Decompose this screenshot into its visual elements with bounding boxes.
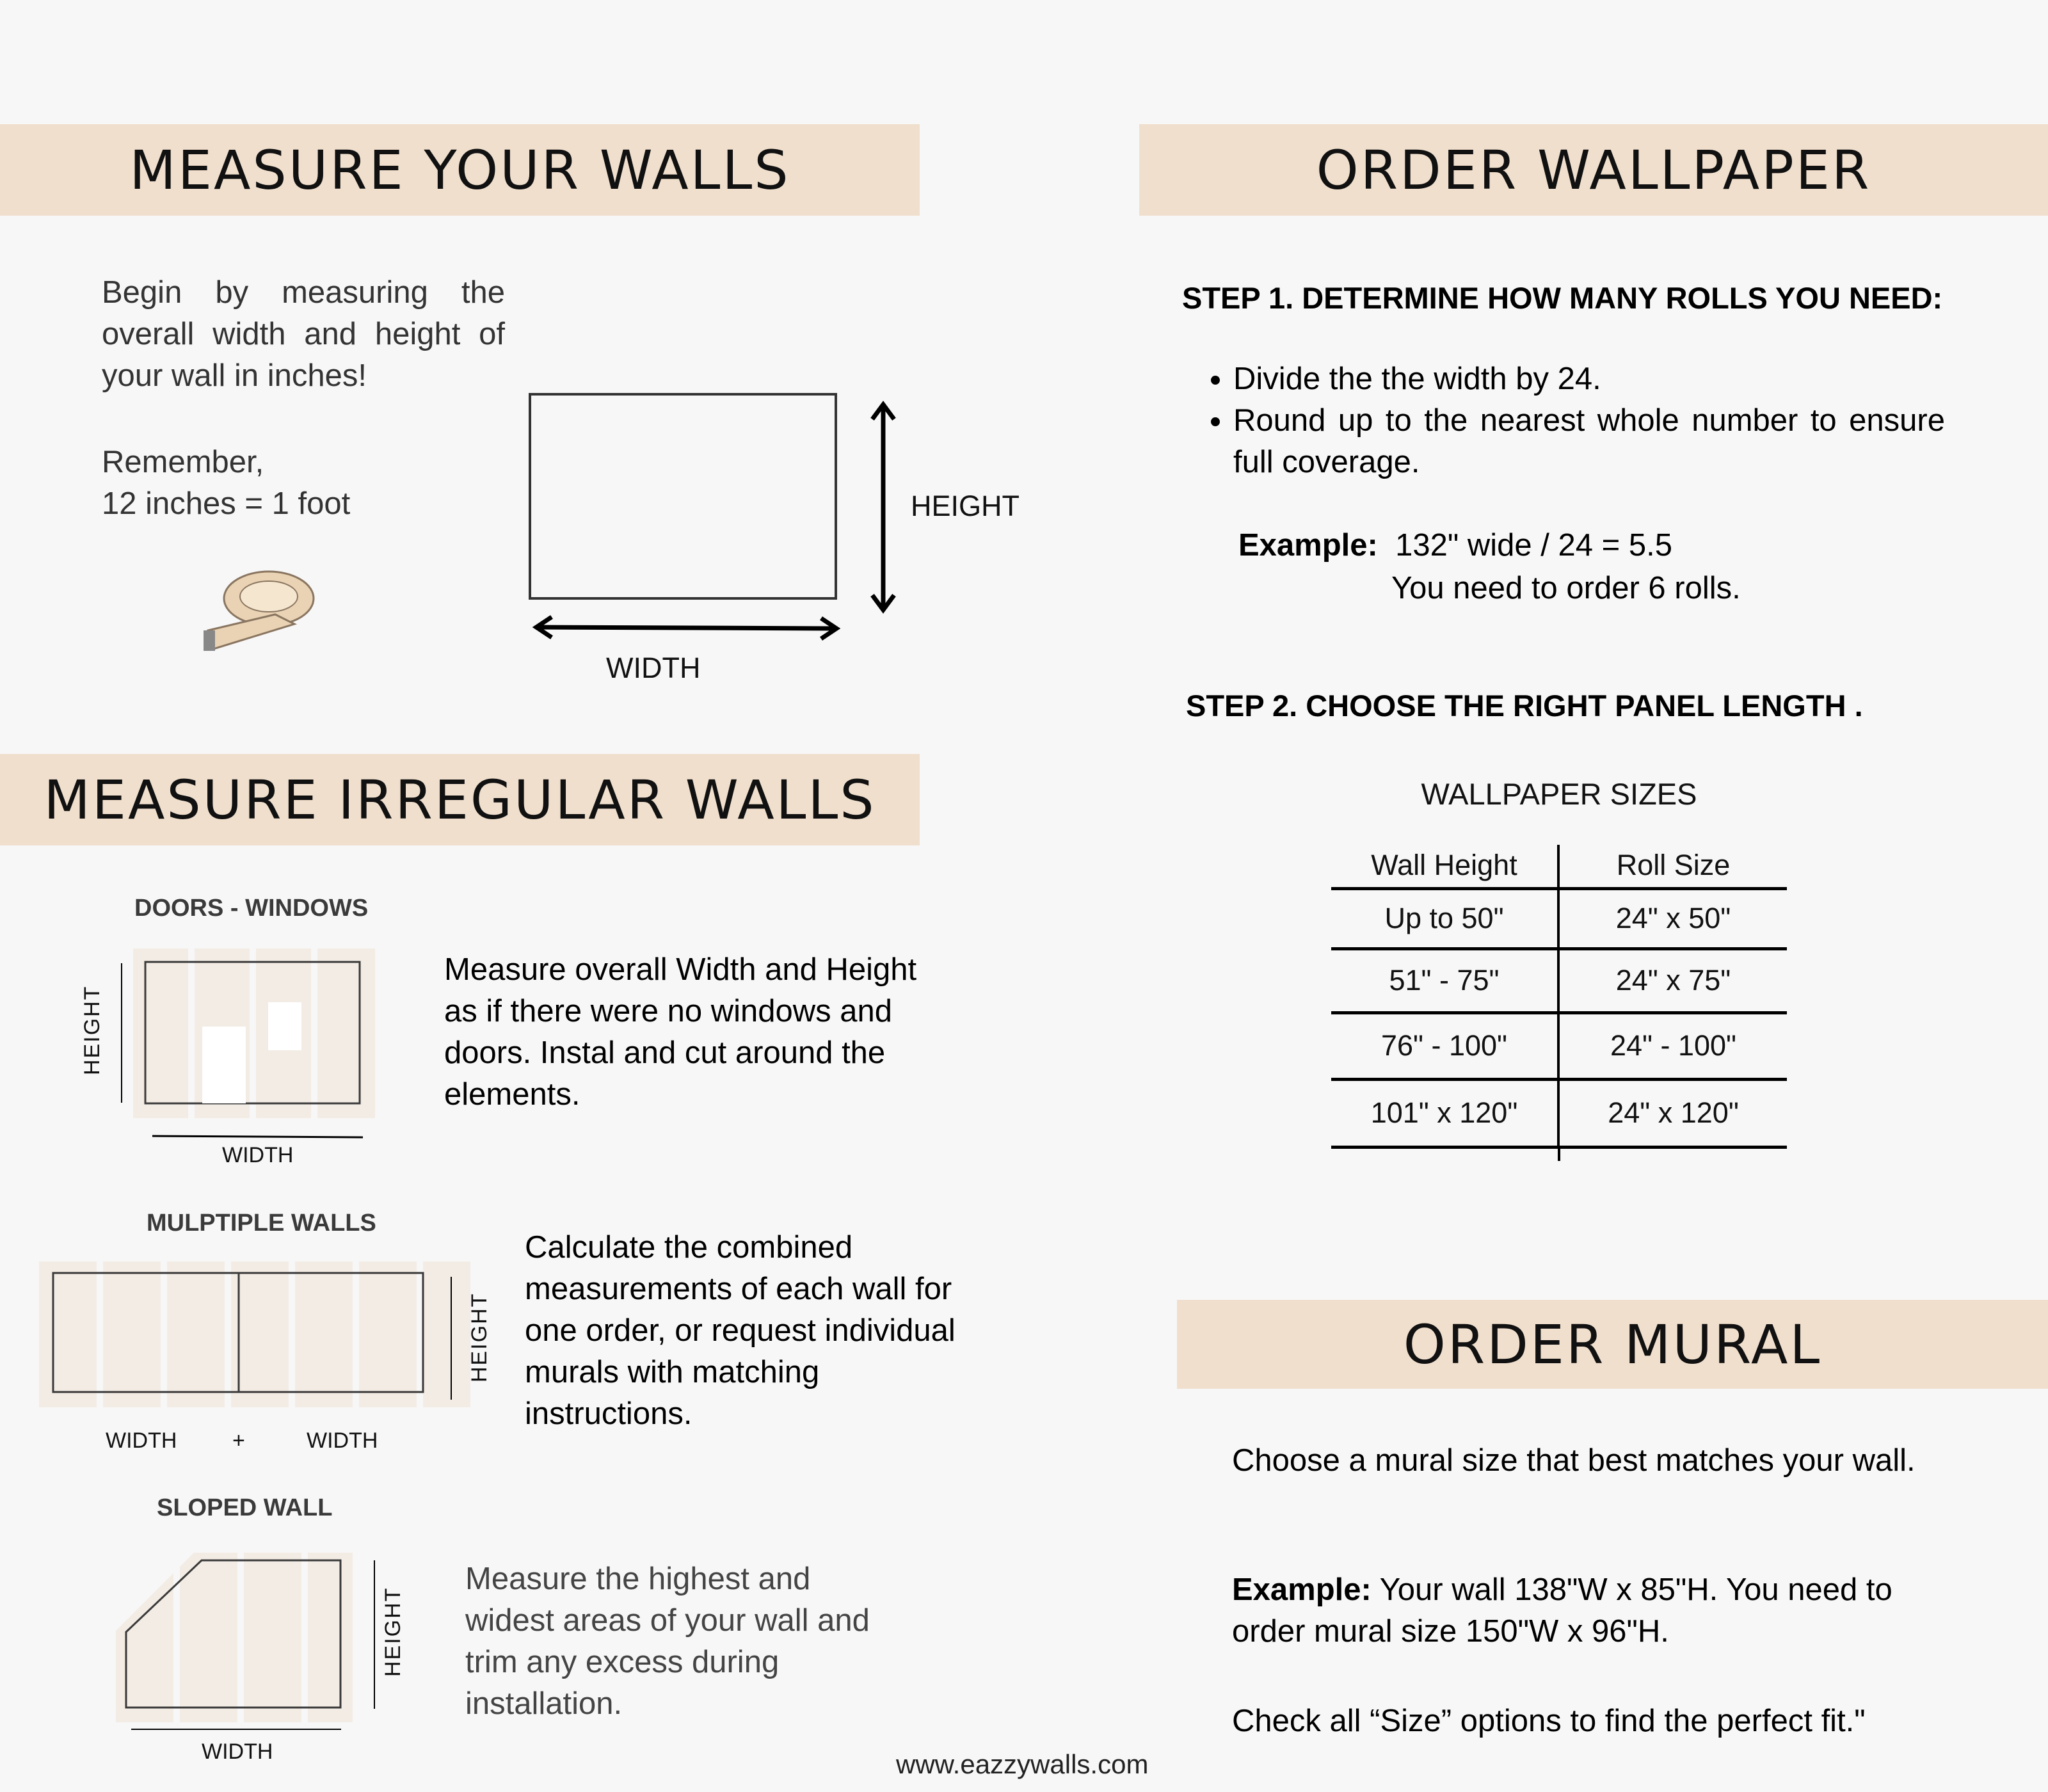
- section-title: ORDER WALLPAPER: [1316, 138, 1871, 202]
- width-label: WIDTH: [606, 652, 701, 684]
- table-row: [1331, 1079, 1787, 1147]
- cell: 76" - 100": [1331, 1012, 1558, 1079]
- column-header: Roll Size: [1558, 845, 1787, 888]
- section-title: MEASURE IRREGULAR WALLS: [44, 768, 876, 831]
- measure-walls-header: [0, 124, 920, 216]
- mural-example: [1232, 1569, 1942, 1652]
- height-label: HEIGHT: [911, 490, 1020, 522]
- step2-heading: STEP 2. CHOOSE THE RIGHT PANEL LENGTH .: [1186, 689, 1863, 723]
- bullet-item: • Round up to the nearest whole number to ensure full coverage.: [1233, 400, 1945, 483]
- sloped-wall-label: SLOPED WALL: [157, 1494, 333, 1521]
- sloped-height-label: HEIGHT: [381, 1587, 405, 1677]
- wallpaper-sizes-table: [1331, 845, 1787, 1149]
- cell: 24" - 100": [1558, 1012, 1787, 1079]
- table-row: [1331, 888, 1787, 948]
- multiple-width-label-2: WIDTH: [307, 1428, 378, 1453]
- sloped-wall-diagram: [112, 1549, 394, 1766]
- table-row: [1331, 1012, 1787, 1079]
- cell: 24" x 120": [1558, 1079, 1787, 1147]
- multiple-walls-text: Calculate the combined measurements of each wall for one order, or request individual murals with matching instructions.: [525, 1230, 956, 1431]
- cell: 24" x 50": [1558, 888, 1787, 948]
- section-title: ORDER MURAL: [1403, 1313, 1822, 1376]
- doors-width-label: WIDTH: [222, 1143, 294, 1167]
- step1-bullets: [1233, 358, 1945, 483]
- mural-check-text: Check all “Size” options to find the perfect fit.": [1232, 1704, 1866, 1738]
- footer-url[interactable]: www.eazzywalls.com: [896, 1749, 1149, 1779]
- example-text: Your wall 138"W x 85"H. You need to order mural size 150"W x 96"H.: [1232, 1572, 1892, 1649]
- section-title: MEASURE YOUR WALLS: [129, 138, 790, 202]
- cell: 101" x 120": [1331, 1079, 1558, 1147]
- example-label: Example:: [1238, 528, 1378, 563]
- multiple-width-label-1: WIDTH: [106, 1428, 177, 1453]
- order-wallpaper-header: [1139, 124, 2048, 216]
- cell: Up to 50": [1331, 888, 1558, 948]
- wall-diagram: [525, 390, 922, 685]
- example: [1238, 525, 1672, 566]
- example-line2: You need to order 6 rolls.: [1391, 571, 1741, 605]
- doors-windows-text: Measure overall Width and Height as if there were no windows and doors. Instal and cut around the elements.: [444, 952, 917, 1112]
- table-divider-tail: [1558, 1146, 1560, 1161]
- example-label: Example:: [1232, 1572, 1372, 1607]
- step1-heading: STEP 1. DETERMINE HOW MANY ROLLS YOU NEED:: [1182, 281, 1943, 315]
- bullet-item: • Divide the the width by 24.: [1233, 358, 1945, 400]
- order-mural-header: [1177, 1300, 2048, 1389]
- multiple-walls-label: MULPTIPLE WALLS: [147, 1210, 376, 1236]
- multiple-walls-diagram: [35, 1258, 496, 1411]
- sloped-wall-text: Measure the highest and widest areas of your wall and trim any excess during installation.: [465, 1562, 870, 1721]
- doors-windows-diagram: [77, 941, 384, 1158]
- mural-text: Choose a mural size that best matches your wall.: [1232, 1443, 1916, 1478]
- example-line1: 132" wide / 24 = 5.5: [1395, 528, 1672, 563]
- column-header: Wall Height: [1331, 845, 1558, 888]
- table-row: [1331, 948, 1787, 1012]
- cell: 51" - 75": [1331, 948, 1558, 1012]
- doors-height-label: HEIGHT: [80, 985, 104, 1075]
- remember-text: Remember,: [102, 445, 264, 479]
- plus-sign: +: [232, 1428, 245, 1453]
- conversion-text: 12 inches = 1 foot: [102, 486, 351, 521]
- doors-windows-label: DOORS - WINDOWS: [134, 895, 369, 922]
- irregular-walls-header: [0, 754, 920, 845]
- sloped-width-label: WIDTH: [202, 1740, 273, 1764]
- tape-measure-icon: [198, 563, 320, 666]
- table-title: WALLPAPER SIZES: [1421, 777, 1697, 811]
- multiple-height-label: HEIGHT: [467, 1292, 492, 1382]
- measure-intro: Begin by measuring the overall width and height of your wall in inches!: [102, 275, 505, 393]
- cell: 24" x 75": [1558, 948, 1787, 1012]
